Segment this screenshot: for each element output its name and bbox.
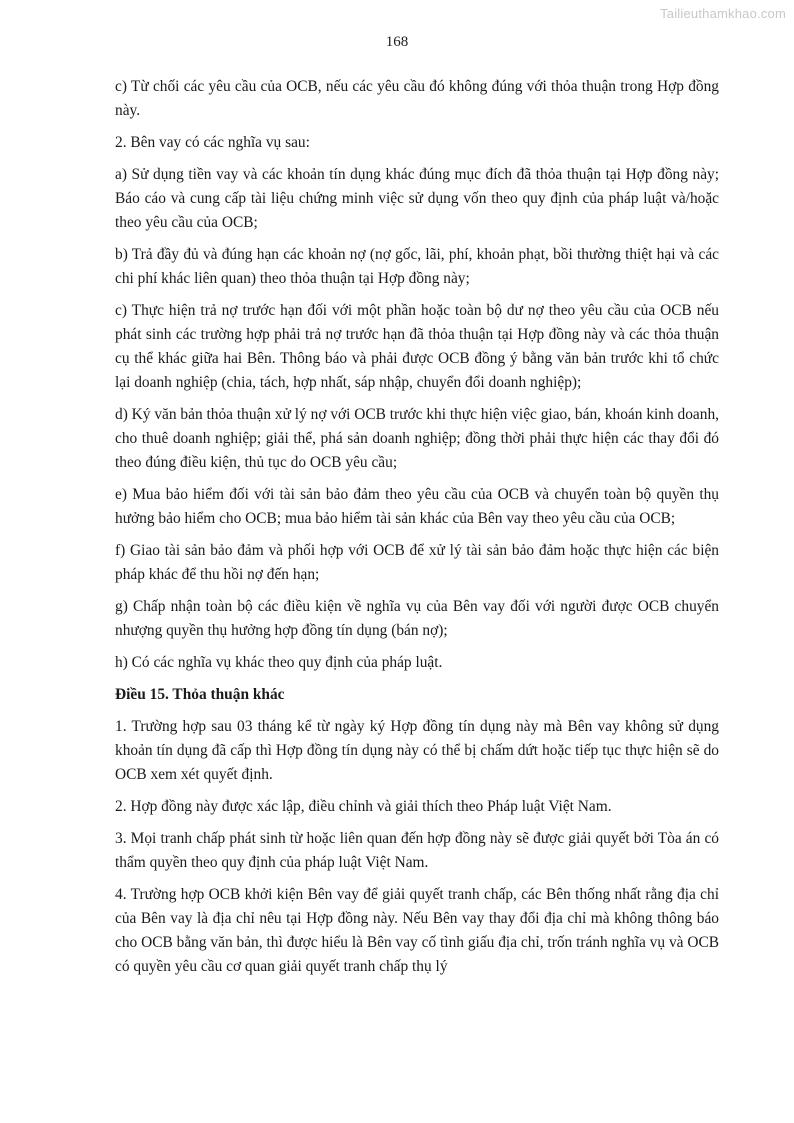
- obligation-g: g) Chấp nhận toàn bộ các điều kiện về nghĩa vụ của Bên vay đối với người được OCB chuyển nhượng quyền thụ hưởng hợp đồng tín dụng (bán nợ);: [115, 598, 719, 639]
- watermark-text: Tailieuthamkhao.com: [660, 6, 786, 21]
- obligation-f: f) Giao tài sản bảo đảm và phối hợp với OCB để xử lý tài sản bảo đảm hoặc thực hiện các biện pháp khác để thu hồi nợ đến hạn;: [115, 542, 719, 583]
- article-15-item-3: 3. Mọi tranh chấp phát sinh từ hoặc liên quan đến hợp đồng này sẽ được giải quyết bởi Tòa án có thẩm quyền theo quy định của pháp luật Việt Nam.: [115, 830, 719, 871]
- clause-c-refuse-requests: c) Từ chối các yêu cầu của OCB, nếu các yêu cầu đó không đúng với thỏa thuận trong Hợp đồng này.: [115, 78, 719, 119]
- borrower-obligations-intro: 2. Bên vay có các nghĩa vụ sau:: [115, 134, 310, 151]
- obligation-a: a) Sử dụng tiền vay và các khoản tín dụng khác đúng mục đích đã thỏa thuận tại Hợp đồng này; Báo cáo và cung cấp tài liệu chứng minh việc sử dụng vốn theo quy định của pháp luật và/hoặc theo yêu cầu của OCB;: [115, 166, 719, 231]
- article-15-heading: Điều 15. Thỏa thuận khác: [115, 686, 285, 703]
- article-15-item-2: 2. Hợp đồng này được xác lập, điều chỉnh và giải thích theo Pháp luật Việt Nam.: [115, 798, 612, 815]
- article-15-item-1: 1. Trường hợp sau 03 tháng kể từ ngày ký Hợp đồng tín dụng này mà Bên vay không sử dụng khoản tín dụng đã cấp thì Hợp đồng tín dụng này có thể bị chấm dứt hoặc tiếp tục thực hiện sẽ do OCB xem xét quyết định.: [115, 718, 719, 783]
- article-15-item-4: 4. Trường hợp OCB khởi kiện Bên vay để giải quyết tranh chấp, các Bên thống nhất rằng địa chỉ của Bên vay là địa chỉ nêu tại Hợp đồng này. Nếu Bên vay thay đổi địa chỉ mà không thông báo cho OCB bằng văn bản, thì được hiểu là Bên vay cố tình giấu địa chỉ, trốn tránh nghĩa vụ và OCB có quyền yêu cầu cơ quan giải quyết tranh chấp thụ lý: [115, 886, 719, 975]
- obligation-b: b) Trả đầy đủ và đúng hạn các khoản nợ (nợ gốc, lãi, phí, khoản phạt, bồi thường thiệt hại và các chi phí khác liên quan) theo thỏa thuận tại Hợp đồng này;: [115, 246, 719, 287]
- page-number: 168: [385, 34, 409, 50]
- document-body: [115, 75, 719, 987]
- obligation-e: e) Mua bảo hiểm đối với tài sản bảo đảm theo yêu cầu của OCB và chuyển toàn bộ quyền thụ hưởng bảo hiểm cho OCB; mua bảo hiểm tài sản khác của Bên vay theo yêu cầu của OCB;: [115, 486, 719, 527]
- obligation-h: h) Có các nghĩa vụ khác theo quy định của pháp luật.: [115, 654, 443, 671]
- obligation-c: c) Thực hiện trả nợ trước hạn đối với một phần hoặc toàn bộ dư nợ theo yêu cầu của OCB nếu phát sinh các trường hợp phải trả nợ trước hạn đã thỏa thuận tại Hợp đồng này và các thỏa thuận cụ thể khác giữa hai Bên. Thông báo và phải được OCB đồng ý bằng văn bản trước khi tổ chức lại doanh nghiệp (chia, tách, hợp nhất, sáp nhập, chuyển đổi doanh nghiệp);: [115, 302, 719, 391]
- obligation-d: d) Ký văn bản thỏa thuận xử lý nợ với OCB trước khi thực hiện việc giao, bán, khoán kinh doanh, cho thuê doanh nghiệp; giải thể, phá sản doanh nghiệp; đồng thời phải thực hiện các thay đổi đó theo đúng điều kiện, thủ tục do OCB yêu cầu;: [115, 406, 719, 471]
